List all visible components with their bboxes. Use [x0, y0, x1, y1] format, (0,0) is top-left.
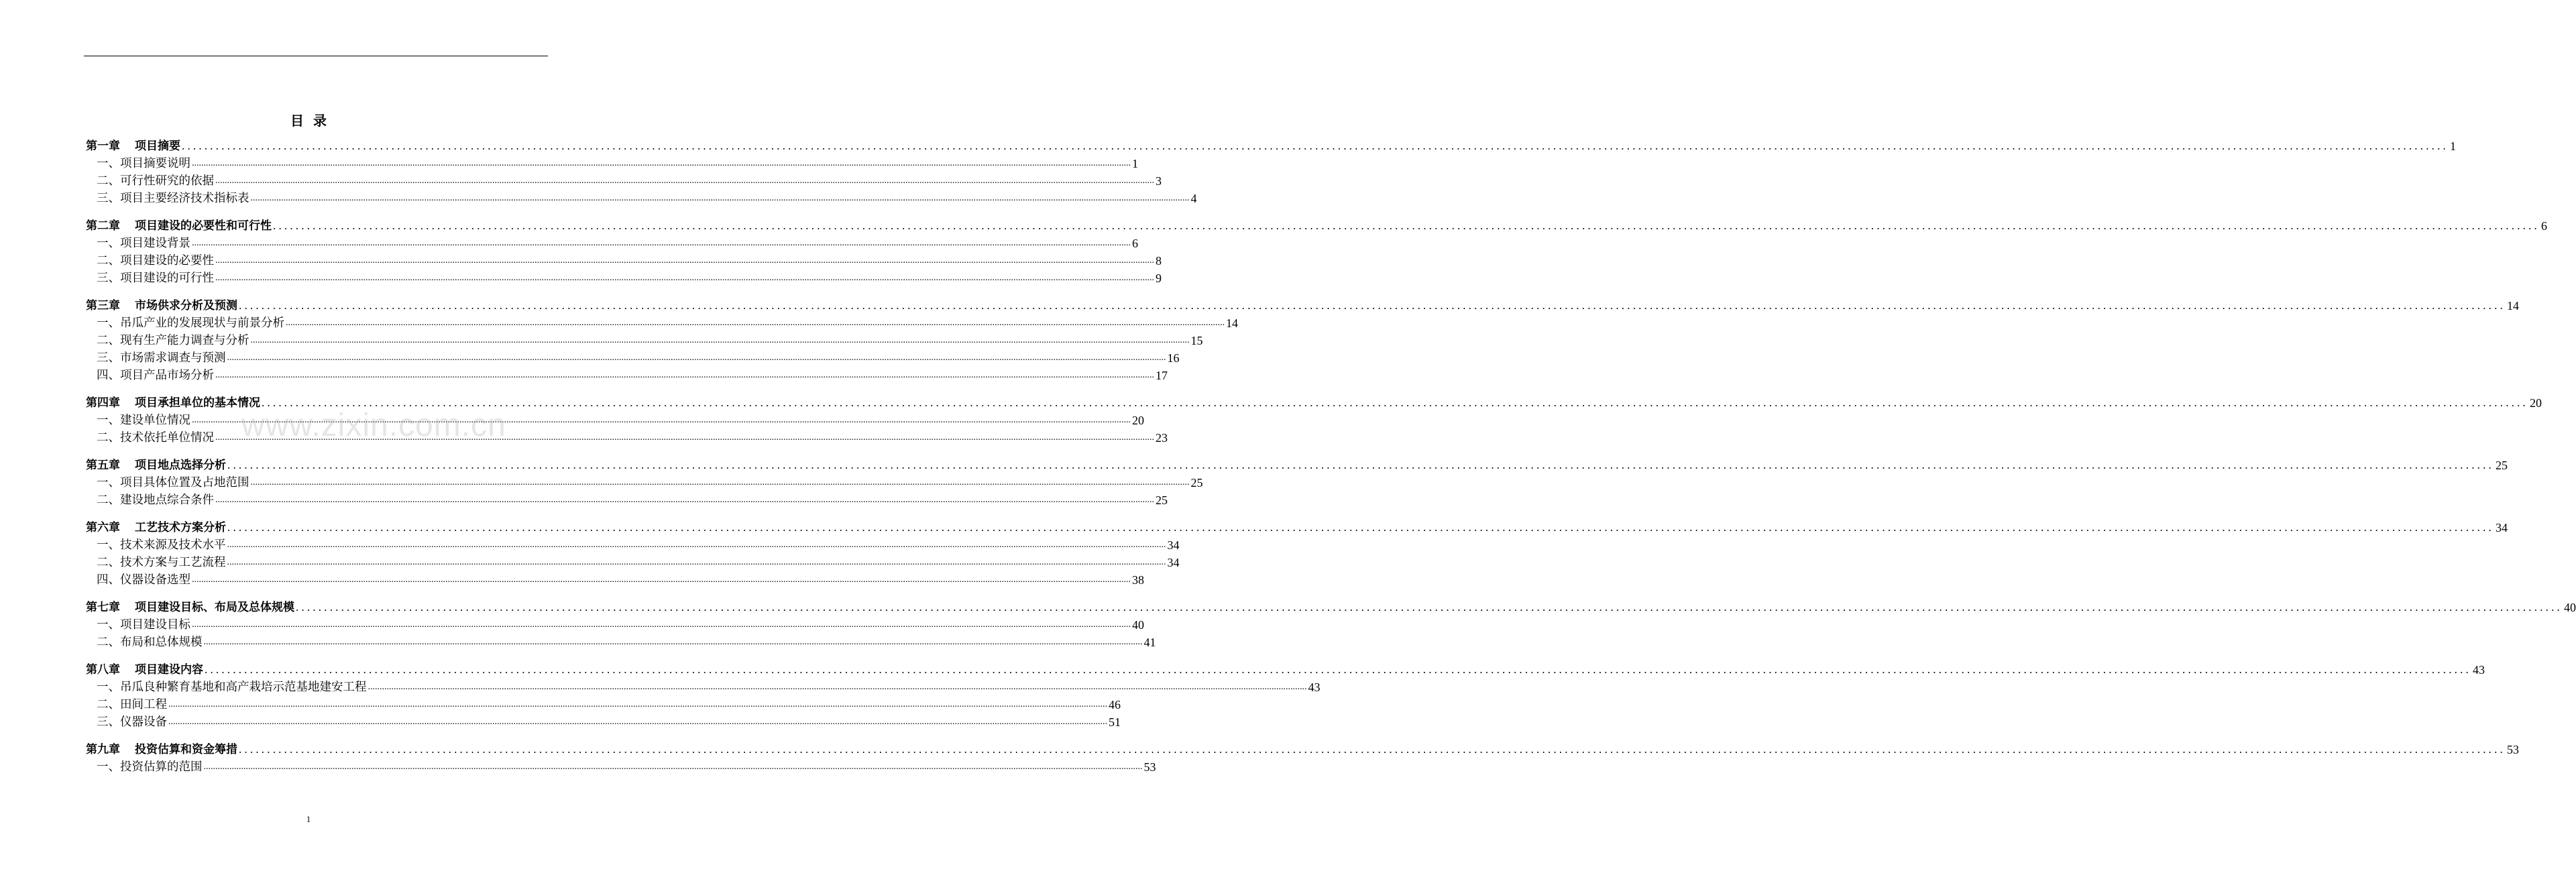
- chapter-label: [86, 599, 294, 616]
- chapter-title: 项目地点选择分析: [135, 459, 226, 472]
- dot-leader: ................................................................................................................................................................................................................................................................................................................................................................................................................: [203, 637, 1143, 647]
- toc-section-entry[interactable]: [86, 536, 1180, 553]
- dot-leader: ................................................................................................................................................................................................................................................................................................................................................................................................................: [203, 762, 1143, 772]
- chapter-label: [86, 742, 237, 758]
- table-of-contents: [86, 133, 2576, 775]
- chapter-title: 项目摘要: [135, 139, 180, 153]
- section-page-number: 17: [1156, 369, 1168, 382]
- section-page-number: 20: [1132, 414, 1144, 427]
- section-title: 三、项目建设的可行性: [97, 272, 214, 285]
- section-title: 四、仪器设备选型: [97, 573, 190, 587]
- toc-section-entry[interactable]: [86, 553, 1180, 571]
- toc-section-entry[interactable]: [86, 349, 1180, 366]
- section-page-number: 9: [1156, 272, 1162, 285]
- chapter-number: 第八章: [86, 663, 120, 677]
- section-page-number: 51: [1109, 715, 1121, 729]
- chapter-title: 市场供求分析及预测: [135, 299, 237, 312]
- chapter-page-number: 43: [2473, 663, 2485, 677]
- dot-leader: ................................................................................................................................................................................................................................................................................................................................................................................................................: [227, 353, 1166, 363]
- dot-leader: ................................................................................................................................................................................................................................................................................................................................................................................................................: [239, 299, 2506, 312]
- chapter-label: [86, 662, 203, 678]
- chapter-page-number: 25: [2496, 459, 2508, 472]
- toc-section-entry[interactable]: [86, 172, 1162, 189]
- toc-section-entry[interactable]: [86, 314, 1238, 331]
- dot-leader: ................................................................................................................................................................................................................................................................................................................................................................................................................: [286, 318, 1225, 328]
- toc-section-entry[interactable]: [86, 678, 1321, 695]
- dot-leader: ................................................................................................................................................................................................................................................................................................................................................................................................................: [227, 557, 1166, 567]
- chapter-title: 项目建设内容: [135, 663, 203, 677]
- toc-chapter-entry[interactable]: [86, 737, 2519, 758]
- toc-section-entry[interactable]: [86, 633, 1156, 650]
- chapter-number: 第五章: [86, 459, 120, 472]
- chapter-title: 项目建设目标、布局及总体规模: [135, 601, 294, 614]
- section-title: 一、项目建设背景: [97, 237, 190, 250]
- chapter-number: 第一章: [86, 139, 120, 153]
- dot-leader: ................................................................................................................................................................................................................................................................................................................................................................................................................: [215, 255, 1154, 266]
- chapter-page-number: 20: [2530, 396, 2542, 410]
- chapter-number: 第九章: [86, 743, 120, 756]
- section-page-number: 43: [1308, 681, 1321, 694]
- dot-leader: ................................................................................................................................................................................................................................................................................................................................................................................................................: [262, 396, 2528, 409]
- section-page-number: 16: [1167, 351, 1180, 365]
- toc-section-entry[interactable]: [86, 331, 1203, 349]
- section-page-number: 41: [1143, 636, 1156, 649]
- chapter-label: [86, 298, 237, 314]
- chapter-number: 第四章: [86, 396, 120, 410]
- chapter-label: [86, 520, 226, 536]
- section-page-number: 38: [1132, 573, 1144, 587]
- dot-leader: ................................................................................................................................................................................................................................................................................................................................................................................................................: [192, 238, 1131, 248]
- section-title: 二、田间工程: [97, 698, 167, 711]
- dot-leader: ................................................................................................................................................................................................................................................................................................................................................................................................................: [239, 743, 2506, 756]
- dot-leader: ................................................................................................................................................................................................................................................................................................................................................................................................................: [227, 521, 2494, 534]
- section-title: 一、吊瓜产业的发展现状与前景分析: [97, 316, 284, 330]
- section-page-number: 53: [1143, 760, 1156, 774]
- dot-leader: ................................................................................................................................................................................................................................................................................................................................................................................................................: [215, 370, 1154, 380]
- chapter-page-number: 40: [2564, 601, 2576, 614]
- section-page-number: 3: [1156, 174, 1162, 188]
- section-page-number: 23: [1156, 431, 1168, 445]
- section-title: 三、仪器设备: [97, 715, 167, 729]
- section-title: 二、技术方案与工艺流程: [97, 556, 226, 569]
- section-page-number: 40: [1132, 618, 1144, 632]
- section-page-number: 14: [1226, 316, 1238, 330]
- toc-chapter-entry[interactable]: [86, 595, 2576, 616]
- dot-leader: ................................................................................................................................................................................................................................................................................................................................................................................................................: [250, 193, 1190, 203]
- chapter-label: [86, 395, 260, 411]
- dot-leader: ................................................................................................................................................................................................................................................................................................................................................................................................................: [168, 717, 1107, 727]
- dot-leader: ................................................................................................................................................................................................................................................................................................................................................................................................................: [192, 158, 1131, 168]
- toc-title: 目录: [290, 113, 336, 129]
- section-page-number: 15: [1190, 334, 1203, 347]
- toc-section-entry[interactable]: [86, 491, 1168, 508]
- toc-chapter-entry[interactable]: [86, 133, 2456, 154]
- section-page-number: 34: [1167, 538, 1180, 552]
- section-title: 二、布局和总体规模: [97, 636, 203, 649]
- chapter-number: 第三章: [86, 299, 120, 312]
- dot-leader: ................................................................................................................................................................................................................................................................................................................................................................................................................: [250, 335, 1190, 345]
- chapter-number: 第六章: [86, 521, 120, 534]
- toc-section-entry[interactable]: [86, 695, 1121, 713]
- section-page-number: 8: [1156, 254, 1162, 268]
- chapter-page-number: 6: [2541, 219, 2547, 233]
- toc-section-entry[interactable]: [86, 713, 1121, 730]
- dot-leader: ................................................................................................................................................................................................................................................................................................................................................................................................................: [215, 176, 1154, 186]
- chapter-number: 第二章: [86, 219, 120, 233]
- chapter-title: 项目建设的必要性和可行性: [135, 219, 272, 233]
- dot-leader: ................................................................................................................................................................................................................................................................................................................................................................................................................: [192, 415, 1131, 425]
- toc-chapter-entry[interactable]: [86, 390, 2542, 411]
- dot-leader: ................................................................................................................................................................................................................................................................................................................................................................................................................: [192, 575, 1131, 585]
- section-title: 二、现有生产能力调查与分析: [97, 334, 249, 347]
- dot-leader: ................................................................................................................................................................................................................................................................................................................................................................................................................: [215, 273, 1154, 283]
- section-page-number: 25: [1190, 476, 1203, 489]
- toc-section-entry[interactable]: [86, 616, 1144, 633]
- toc-section-entry[interactable]: [86, 473, 1203, 491]
- page-number: 1: [306, 814, 311, 824]
- chapter-label: [86, 138, 180, 154]
- section-page-number: 6: [1132, 237, 1138, 250]
- chapter-page-number: 53: [2507, 743, 2519, 756]
- toc-section-entry[interactable]: [86, 251, 1162, 269]
- section-title: 一、项目具体位置及占地范围: [97, 476, 249, 489]
- section-title: 二、技术依托单位情况: [97, 431, 214, 445]
- dot-leader: ................................................................................................................................................................................................................................................................................................................................................................................................................: [273, 219, 2540, 232]
- section-page-number: 34: [1167, 556, 1180, 569]
- section-title: 一、投资估算的范围: [97, 760, 203, 774]
- toc-section-entry[interactable]: [86, 154, 1138, 172]
- dot-leader: ................................................................................................................................................................................................................................................................................................................................................................................................................: [205, 663, 2471, 676]
- dot-leader: ................................................................................................................................................................................................................................................................................................................................................................................................................: [215, 432, 1154, 443]
- toc-section-entry[interactable]: [86, 428, 1168, 446]
- chapter-page-number: 34: [2496, 521, 2508, 534]
- chapter-title: 工艺技术方案分析: [135, 521, 226, 534]
- toc-section-entry[interactable]: [86, 269, 1162, 286]
- toc-section-entry[interactable]: [86, 234, 1138, 251]
- dot-leader: ................................................................................................................................................................................................................................................................................................................................................................................................................: [368, 682, 1307, 692]
- dot-leader: ................................................................................................................................................................................................................................................................................................................................................................................................................: [168, 699, 1107, 709]
- toc-chapter-entry[interactable]: [86, 293, 2519, 314]
- dot-leader: ................................................................................................................................................................................................................................................................................................................................................................................................................: [227, 540, 1166, 550]
- toc-section-entry[interactable]: [86, 366, 1168, 384]
- toc-section-entry[interactable]: [86, 758, 1156, 775]
- section-title: 三、市场需求调查与预测: [97, 351, 226, 365]
- section-title: 二、建设地点综合条件: [97, 493, 214, 507]
- chapter-page-number: 1: [2450, 139, 2456, 153]
- section-title: 一、吊瓜良种繁育基地和高产栽培示范基地建安工程: [97, 681, 367, 694]
- toc-chapter-entry[interactable]: [86, 213, 2547, 234]
- toc-chapter-entry[interactable]: [86, 657, 2485, 678]
- section-title: 一、项目建设目标: [97, 618, 190, 632]
- section-page-number: 25: [1156, 493, 1168, 507]
- chapter-number: 第七章: [86, 601, 120, 614]
- toc-section-entry[interactable]: [86, 189, 1197, 207]
- chapter-page-number: 14: [2507, 299, 2519, 312]
- section-title: 一、项目摘要说明: [97, 157, 190, 170]
- dot-leader: ................................................................................................................................................................................................................................................................................................................................................................................................................: [250, 477, 1190, 487]
- dot-leader: ................................................................................................................................................................................................................................................................................................................................................................................................................: [227, 459, 2494, 471]
- section-title: 二、项目建设的必要性: [97, 254, 214, 268]
- dot-leader: ................................................................................................................................................................................................................................................................................................................................................................................................................: [215, 495, 1154, 505]
- section-title: 二、可行性研究的依据: [97, 174, 214, 188]
- section-title: 四、项目产品市场分析: [97, 369, 214, 382]
- chapter-title: 项目承担单位的基本情况: [135, 396, 260, 410]
- toc-section-entry[interactable]: [86, 571, 1144, 588]
- toc-chapter-entry[interactable]: [86, 453, 2508, 473]
- dot-leader: ................................................................................................................................................................................................................................................................................................................................................................................................................: [296, 601, 2563, 614]
- dot-leader: ................................................................................................................................................................................................................................................................................................................................................................................................................: [192, 620, 1131, 630]
- section-title: 一、建设单位情况: [97, 414, 190, 427]
- chapter-label: [86, 218, 272, 234]
- toc-section-entry[interactable]: [86, 411, 1144, 428]
- section-title: 一、技术来源及技术水平: [97, 538, 226, 552]
- toc-chapter-entry[interactable]: [86, 515, 2508, 536]
- chapter-label: [86, 457, 226, 473]
- section-page-number: 4: [1190, 192, 1197, 205]
- chapter-title: 投资估算和资金筹措: [135, 743, 237, 756]
- dot-leader: ................................................................................................................................................................................................................................................................................................................................................................................................................: [182, 139, 2449, 152]
- section-page-number: 1: [1132, 157, 1138, 170]
- watermark-text: www.zixin.com.cn: [241, 408, 506, 443]
- section-title: 三、项目主要经济技术指标表: [97, 192, 249, 205]
- section-page-number: 46: [1109, 698, 1121, 711]
